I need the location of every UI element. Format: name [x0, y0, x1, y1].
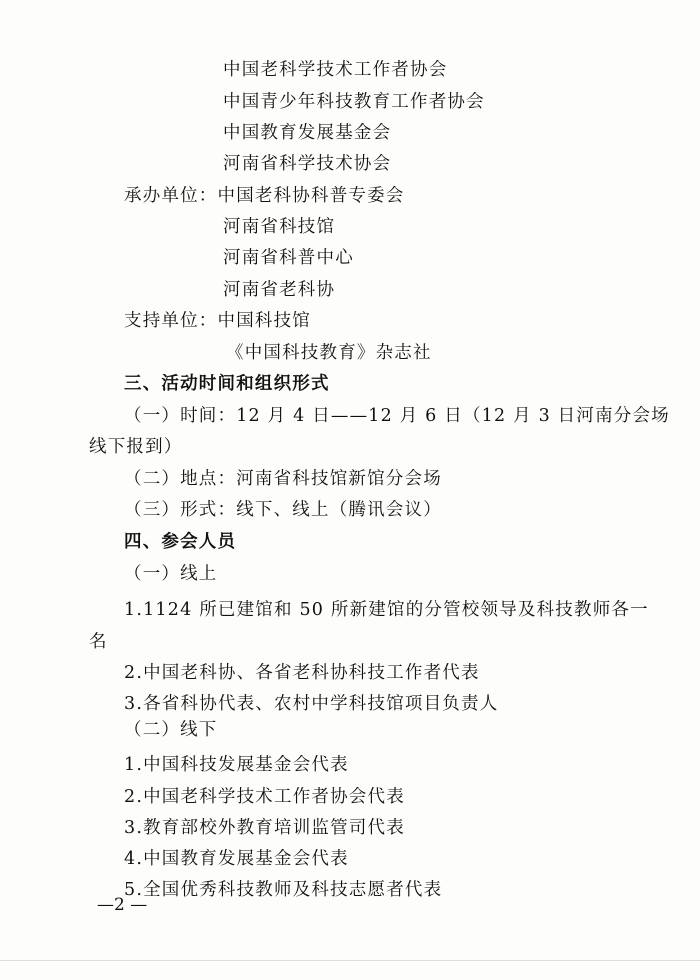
page-edge-divider: [0, 960, 700, 961]
undertaking-label: 承办单位：: [124, 186, 218, 206]
online-item: 1.1124 所已建馆和 50 所新建馆的分管校领导及科技教师各一: [124, 600, 649, 620]
section-4-heading: 四、参会人员: [124, 532, 237, 552]
supporting-item: 《中国科技教育》杂志社: [226, 343, 432, 363]
undertaking-item: 河南省科技馆: [223, 217, 336, 237]
online-item: 3.各省科协代表、农村中学科技馆项目负责人: [124, 694, 499, 714]
time-line-cont: 线下报到）: [89, 437, 183, 457]
supporting-row: [124, 309, 311, 333]
online-item-cont: 名: [89, 632, 108, 652]
supporting-item: 中国科技馆: [217, 311, 311, 331]
undertaking-item: 河南省老科协: [223, 280, 336, 300]
offline-item: 1.中国科技发展基金会代表: [124, 755, 349, 775]
time-line: （一）时间：12 月 4 日——12 月 6 日（12 月 3 日河南分会场: [124, 406, 670, 426]
organizer-line: 中国教育发展基金会: [223, 123, 392, 143]
offline-item: 2.中国老科学技术工作者协会代表: [124, 787, 405, 807]
organizer-line: 中国老科学技术工作者协会: [223, 60, 448, 80]
online-subheading: （一）线上: [124, 564, 218, 584]
offline-subheading: （二）线下: [124, 720, 218, 740]
undertaking-item: 中国老科协科普专委会: [217, 186, 405, 206]
section-3-heading: 三、活动时间和组织形式: [124, 374, 330, 394]
offline-item: 5.全国优秀科技教师及科技志愿者代表: [124, 880, 443, 900]
place-line: （二）地点：河南省科技馆新馆分会场: [124, 469, 442, 489]
offline-item: 4.中国教育发展基金会代表: [124, 849, 349, 869]
form-line: （三）形式：线下、线上（腾讯会议）: [124, 500, 442, 520]
undertaking-row: [124, 184, 405, 208]
organizer-line: 中国青少年科技教育工作者协会: [223, 92, 485, 112]
online-item: 2.中国老科协、各省老科协科技工作者代表: [124, 663, 480, 683]
supporting-label: 支持单位：: [124, 311, 218, 331]
page-number: —2 —: [97, 895, 148, 915]
organizer-line: 河南省科学技术协会: [223, 154, 392, 174]
undertaking-item: 河南省科普中心: [223, 248, 354, 268]
offline-item: 3.教育部校外教育培训监管司代表: [124, 818, 405, 838]
